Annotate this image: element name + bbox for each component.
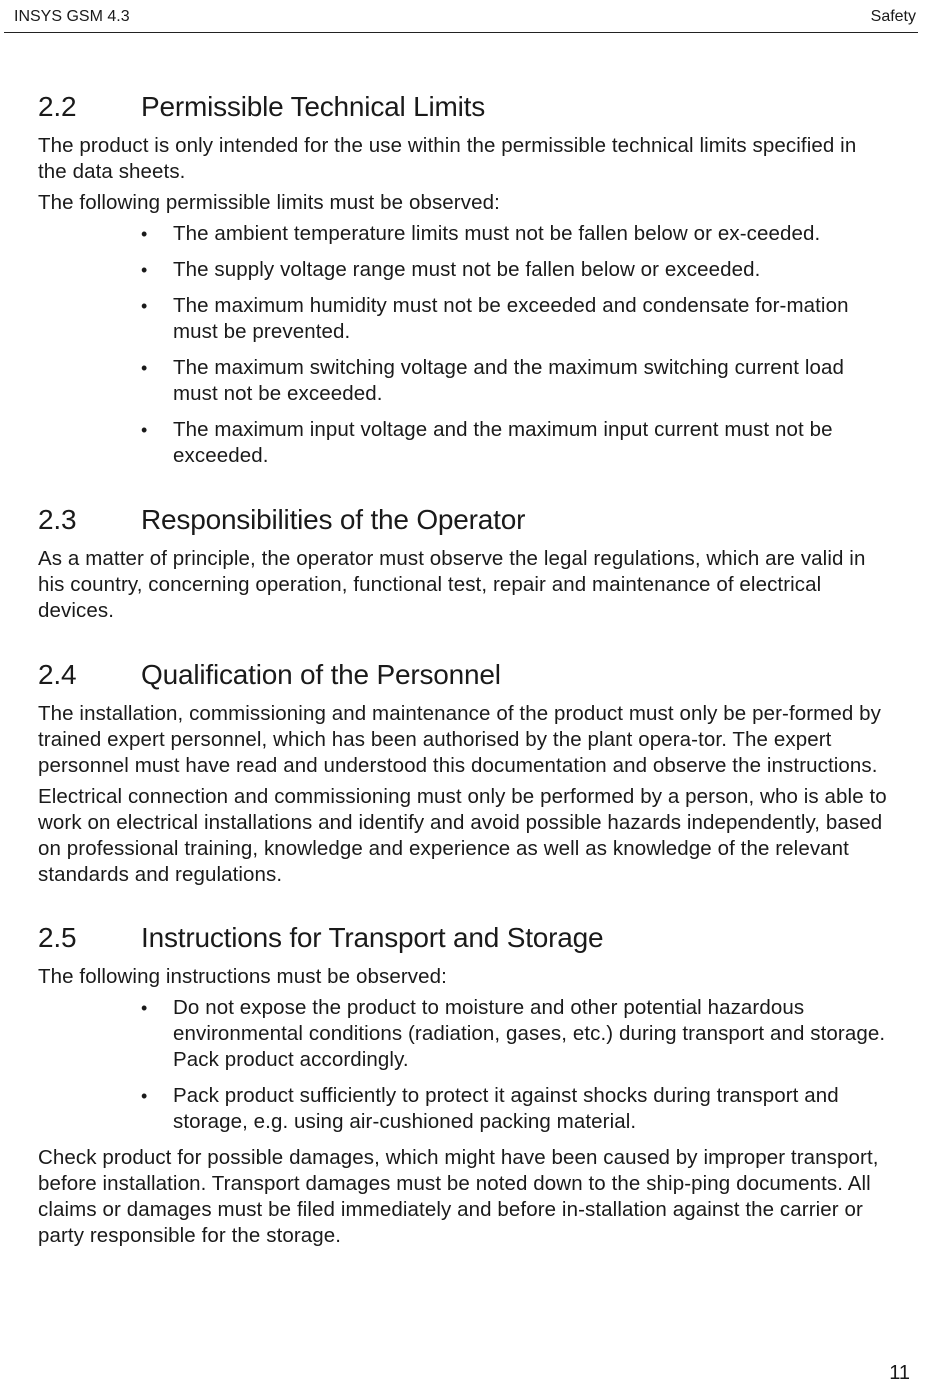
bullet-icon: • xyxy=(141,420,148,440)
page-content xyxy=(38,90,888,1249)
paragraph: Electrical connection and commissioning must only be performed by a person, who is able to work on electrical installations and identify and avoid possible hazards independently, based on professional training, knowledge and experience as well as knowledge of the relevant standards and regulations. xyxy=(38,785,887,886)
list-item xyxy=(38,221,888,247)
list-item xyxy=(38,417,888,469)
list-item-text: The maximum input voltage and the maximum input current must not be exceeded. xyxy=(173,418,833,467)
list-item xyxy=(38,293,888,345)
bullet-icon: • xyxy=(141,1086,148,1106)
page-number: 11 xyxy=(889,1362,910,1384)
section-heading xyxy=(38,658,888,692)
list-item-text: The ambient temperature limits must not be fallen below or ex-ceeded. xyxy=(173,222,821,245)
bullet-list xyxy=(38,995,888,1135)
paragraph: Check product for possible damages, which might have been caused by improper transport, before installation. Transport damages must be noted down to the ship-ping documents. All claims or damages must be filed immediately and before in-stallation against the carrier or party responsible for the storage. xyxy=(38,1146,879,1247)
section-heading xyxy=(38,921,888,955)
section-2-3 xyxy=(38,503,888,624)
paragraph: The installation, commissioning and maintenance of the product must only be per-formed by trained expert personnel, which has been authorised by the plant opera-tor. The expert personnel must have read and understood this documentation and observe the instructions. xyxy=(38,702,882,777)
list-item xyxy=(38,1083,888,1135)
section-title: Permissible Technical Limits xyxy=(141,91,486,122)
list-item-text: The maximum humidity must not be exceeded and condensate for-mation must be prevented. xyxy=(173,294,849,343)
paragraph: The following instructions must be observed: xyxy=(38,965,447,988)
bullet-list xyxy=(38,221,888,469)
section-number: 2.5 xyxy=(38,922,77,953)
section-heading xyxy=(38,90,888,124)
list-item xyxy=(38,355,888,407)
bullet-icon: • xyxy=(141,358,148,378)
list-item-text: The maximum switching voltage and the maximum switching current load must not be exceeded. xyxy=(173,356,845,405)
list-item xyxy=(38,995,888,1073)
bullet-icon: • xyxy=(141,296,148,316)
section-number: 2.3 xyxy=(38,504,77,535)
section-2-4 xyxy=(38,658,888,888)
header-product-name: INSYS GSM 4.3 xyxy=(14,8,130,25)
page-header xyxy=(4,0,918,33)
bullet-icon: • xyxy=(141,998,148,1018)
bullet-icon: • xyxy=(141,260,148,280)
paragraph: The following permissible limits must be observed: xyxy=(38,191,500,214)
section-title: Instructions for Transport and Storage xyxy=(141,922,604,953)
list-item-text: Do not expose the product to moisture and other potential hazardous environmental conditions (radiation, gases, etc.) during transport and storage. Pack product accordingly. xyxy=(173,996,886,1071)
paragraph: As a matter of principle, the operator must observe the legal regulations, which are valid in his country, concerning operation, functional test, repair and maintenance of electrical devices. xyxy=(38,547,866,622)
section-number: 2.4 xyxy=(38,659,77,690)
section-2-5 xyxy=(38,921,888,1249)
list-item xyxy=(38,257,888,283)
header-chapter-name: Safety xyxy=(870,8,916,25)
section-heading xyxy=(38,503,888,537)
section-2-2 xyxy=(38,90,888,469)
paragraph: The product is only intended for the use within the permissible technical limits specified in the data sheets. xyxy=(38,134,857,183)
list-item-text: The supply voltage range must not be fallen below or exceeded. xyxy=(173,258,761,281)
section-number: 2.2 xyxy=(38,91,77,122)
bullet-icon: • xyxy=(141,224,148,244)
section-title: Qualification of the Personnel xyxy=(141,659,501,690)
list-item-text: Pack product sufficiently to protect it against shocks during transport and storage, e.g. using air-cushioned packing material. xyxy=(173,1084,839,1133)
section-title: Responsibilities of the Operator xyxy=(141,504,526,535)
